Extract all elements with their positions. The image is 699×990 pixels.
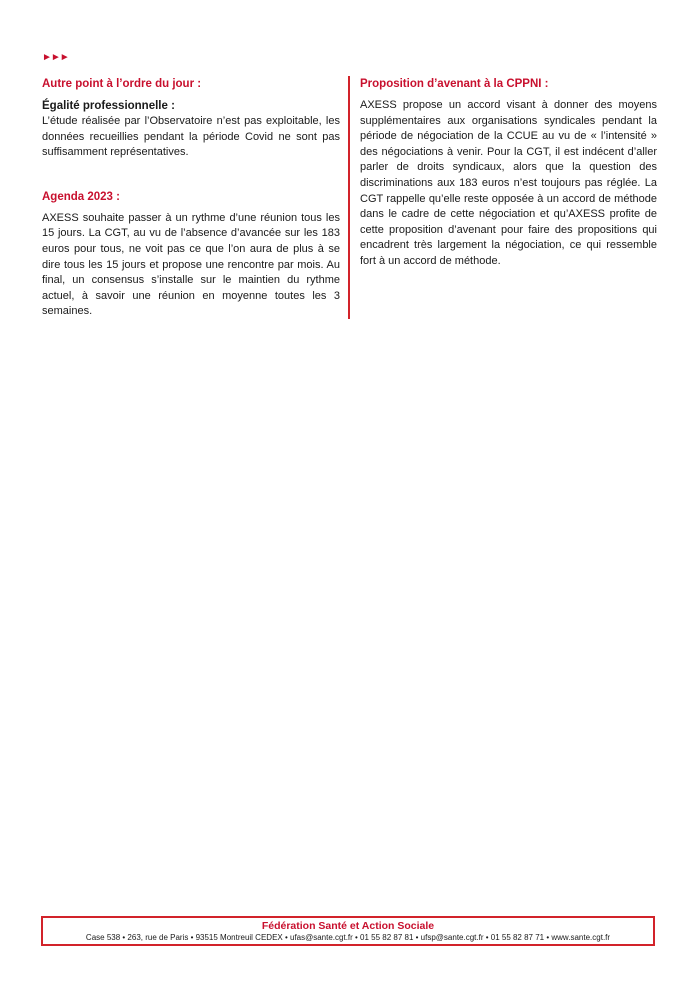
section-heading-agenda: Agenda 2023 : (42, 190, 120, 203)
footer-title: Fédération Santé et Action Sociale (261, 920, 435, 932)
footer-box (41, 916, 655, 946)
section-heading-ordre-du-jour: Autre point à l’ordre du jour : (42, 78, 202, 90)
section-heading-cppni: Proposition d’avenant à la CPPNI : (360, 78, 549, 90)
subheading-egalite: Égalité professionnelle : (42, 100, 175, 112)
right-column (360, 76, 657, 270)
paragraph-agenda: AXESS souhaite passer à un rythme d’une réunion tous les 15 jours. La CGT, au vu de l’absence d’avancée sur les 183 euros pour tous, ne voit pas ce que l’on aura de plus à se dire tous les 15 jours et propose une rencontre par mois. Au final, un consensus s’installe sur le maintien du rythme actuel, à savoir une réunion en moyenne toutes les 3 semaines. (42, 211, 340, 318)
paragraph-egalite: L’étude réalisée par l’Observatoire n’est pas exploitable, les données recueillies pendant la période Covid ne sont pas suffisamment représentatives. (42, 115, 340, 159)
paragraph-cppni: AXESS propose un accord visant à donner des moyens supplémentaires aux organisations syndicales pendant la période de négociation de la CCUE au vu de « l’intensité » des négociations à venir. Pour la CGT, il est indécent d’aller parler de droits syndicaux, alors que la question des discriminations aux 183 euros n’est toujours pas réglée. La CGT rappelle qu’elle reste opposée à un accord de méthode dans le cadre de cette négociation et qu’AXESS profite de cette proposition d’avenant pour faire des propositions qui encadrent très largement la négociation, ce qui ressemble fort à un accord de méthode. (360, 99, 657, 267)
left-column (42, 76, 340, 320)
column-divider (348, 76, 350, 319)
arrow-marker-icon: ►►► (42, 52, 69, 63)
footer-address: Case 538 • 263, rue de Paris • 93515 Montreuil CEDEX • ufas@sante.cgt.fr • 01 55 82 87 81 • ufsp@sante.cgt.fr • 01 55 82 87 71 • www.sante.cgt.fr (85, 933, 611, 942)
